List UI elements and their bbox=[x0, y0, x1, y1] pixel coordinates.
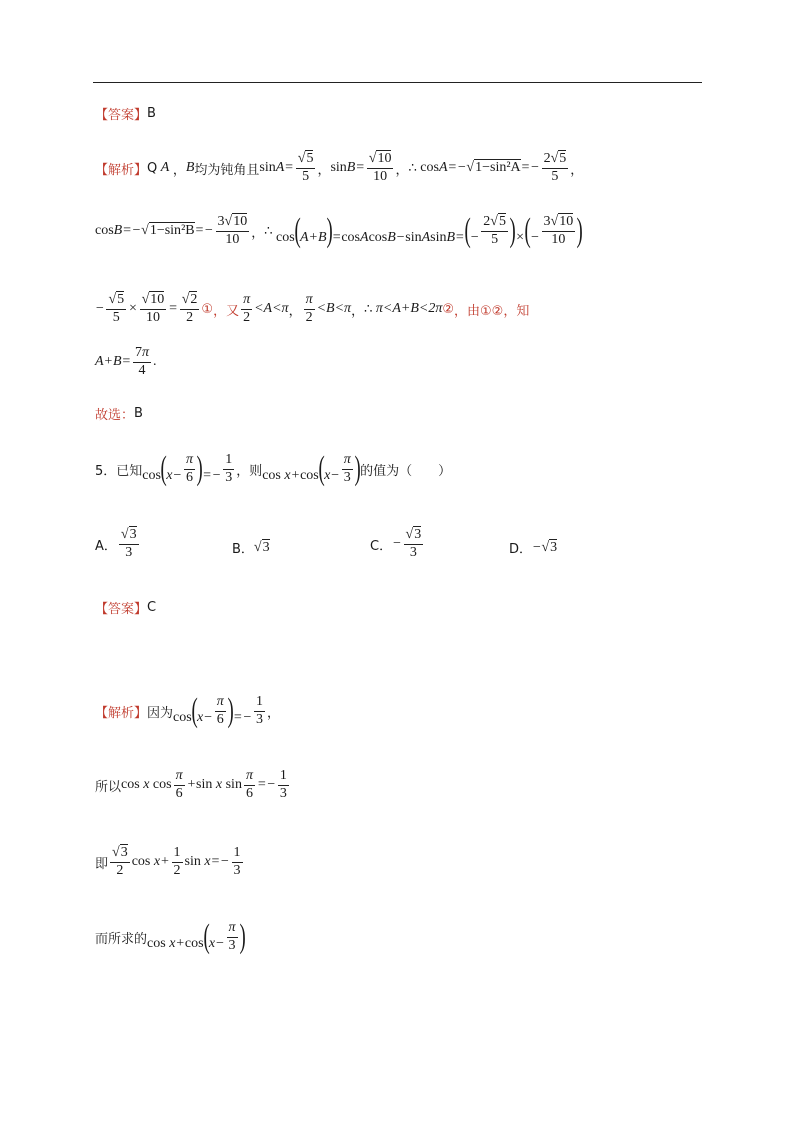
comma: ， bbox=[395, 162, 409, 178]
frac-pi-3: $\frac{\pi}{3}$ bbox=[228, 919, 236, 953]
circle-1: ① bbox=[201, 301, 214, 317]
option-a[interactable] bbox=[95, 528, 141, 560]
comma: ， bbox=[317, 162, 331, 178]
frac-pi-3: $\frac{\pi}{3}$ bbox=[343, 451, 351, 485]
frac-3sqrt10-10: $\frac{3√10}{10}$ bbox=[217, 213, 248, 247]
frac-1-3: $\frac{1}{3}$ bbox=[279, 768, 287, 801]
frac-3sqrt10-10: $\frac{3√10}{10}$ bbox=[543, 213, 574, 247]
frac-sqrt10-10: $\frac{√10}{10}$ bbox=[368, 151, 392, 184]
frac-2sqrt5-5: $\frac{2√5}{5}$ bbox=[483, 213, 506, 247]
choice-line bbox=[95, 404, 143, 423]
frac-pi-6: $\frac{\pi}{6}$ bbox=[175, 768, 183, 801]
therefore: ∴ bbox=[408, 160, 417, 176]
so-text: 所以 bbox=[95, 779, 122, 795]
analysis2-line-2: 所以 cos x cos $\frac{\pi}{6}$ +sin x sin $\frac{\pi}{6}$ =− $\frac{1}{3}$ bbox=[95, 768, 287, 801]
also-text: ，又 bbox=[213, 303, 240, 319]
frac-sqrt3-3: $\frac{√3}{3}$ bbox=[120, 527, 137, 560]
frac-sqrt5-5: $\frac{√5}{5}$ bbox=[297, 151, 314, 184]
because-text: 因为 bbox=[147, 705, 174, 721]
analysis-line-4: A+B= $\frac{7\pi}{4}$ . bbox=[95, 345, 157, 378]
therefore: ∴ bbox=[364, 301, 373, 317]
comma: ， bbox=[351, 303, 365, 319]
frac-2sqrt5-5: $\frac{2√5}{5}$ bbox=[543, 151, 567, 184]
frac-1-2: $\frac{1}{2}$ bbox=[173, 845, 181, 878]
choice-label: 故选： bbox=[95, 408, 135, 423]
frac-pi-6: $\frac{\pi}{6}$ bbox=[185, 451, 193, 485]
sought-text: 而所求的 bbox=[95, 931, 148, 947]
analysis-line-2: cosB=−√1−sin²B=− $\frac{3√10}{10}$ ， ∴ cos(A+B)=cosAcosB−sinAsinB= (− $\frac{2√5}{5}$ )×(− $\frac{3√10}{10}$ ) bbox=[95, 212, 583, 249]
comma: ， bbox=[570, 162, 584, 178]
question-5: 5．已知 cos(x− $\frac{\pi}{6}$ )=− $\frac{1}{3}$ ，则 cos x+cos(x− $\frac{\pi}{3}$ ) 的值为（ ） bbox=[95, 450, 452, 487]
option-c[interactable]: C． − $\frac{√3}{3}$ bbox=[370, 527, 422, 560]
option-letter: C． bbox=[370, 538, 393, 554]
conclude-text: ，由①②，知 bbox=[454, 303, 530, 319]
answer-value: C bbox=[147, 600, 157, 615]
option-b[interactable]: B． √3 bbox=[232, 539, 270, 557]
analysis-label: 【解析】 bbox=[95, 162, 148, 178]
q-symbol: Q bbox=[147, 160, 158, 176]
answer-value: B bbox=[147, 106, 156, 121]
header-rule bbox=[93, 82, 702, 83]
option-letter: A． bbox=[95, 538, 117, 554]
frac-sqrt2-2: $\frac{√2}{2}$ bbox=[181, 292, 198, 325]
frac-pi-2: $\frac{\pi}{2}$ bbox=[243, 292, 251, 325]
answer-line-2 bbox=[95, 598, 156, 617]
then-text: ，则 bbox=[236, 463, 263, 479]
analysis-line-3: − $\frac{√5}{5}$ × $\frac{√10}{10}$ = $\frac{√2}{2}$ ① ，又 $\frac{\pi}{2}$ <A<π ， $\frac{\pi}{2}$ <B<π ， ∴ π<A+B<2π ② ，由①②，知 bbox=[95, 292, 530, 325]
namely-text: 即 bbox=[95, 856, 109, 872]
circle-2: ② bbox=[442, 301, 455, 317]
therefore: ∴ bbox=[264, 223, 273, 239]
frac-sqrt3-2: $\frac{√3}{2}$ bbox=[112, 845, 128, 878]
obtuse-text: 均为钝角且 bbox=[194, 162, 260, 178]
analysis-label: 【解析】 bbox=[95, 705, 148, 721]
frac-1-3: $\frac{1}{3}$ bbox=[225, 451, 233, 485]
analysis2-line-4: 而所求的 cos x+cos(x− $\frac{\pi}{3}$ ) bbox=[95, 918, 246, 955]
frac-1-3: $\frac{1}{3}$ bbox=[255, 693, 263, 727]
frac-pi-6: $\frac{\pi}{6}$ bbox=[216, 693, 224, 727]
answer-line-1 bbox=[95, 104, 156, 123]
option-d[interactable]: D． −√3 bbox=[509, 539, 558, 557]
answer-label: 【答案】 bbox=[95, 602, 148, 617]
answer-label: 【答案】 bbox=[95, 108, 148, 123]
question-number: 5．已知 bbox=[95, 463, 143, 479]
option-letter: B． bbox=[232, 542, 254, 557]
choice-value: B bbox=[134, 406, 143, 421]
frac-pi-6: $\frac{\pi}{6}$ bbox=[245, 768, 253, 801]
frac-sqrt3-3: $\frac{√3}{3}$ bbox=[405, 527, 422, 560]
analysis-line-1: 【解析】 Q A ， B 均为钝角且 sinA= $\frac{√5}{5}$ ， sinB= $\frac{√10}{10}$ ， ∴ cosA=−√1−sin²A=− $\frac{2√5}{5}$ ， bbox=[95, 151, 584, 184]
frac-1-3: $\frac{1}{3}$ bbox=[233, 845, 241, 878]
frac-sqrt5-5: $\frac{√5}{5}$ bbox=[108, 292, 125, 325]
frac-7pi-4: $\frac{7\pi}{4}$ bbox=[135, 345, 150, 378]
comma: ， bbox=[288, 303, 302, 319]
frac-sqrt10-10: $\frac{√10}{10}$ bbox=[141, 292, 165, 325]
analysis2-line-3: 即 $\frac{√3}{2}$ cos x+ $\frac{1}{2}$ sin x=− $\frac{1}{3}$ bbox=[95, 845, 241, 878]
analysis2-line-1: 【解析】 因为 cos(x− $\frac{\pi}{6}$ )=− $\frac{1}{3}$ ， bbox=[95, 692, 280, 729]
frac-pi-2: $\frac{\pi}{2}$ bbox=[305, 292, 313, 325]
value-of-text: 的值为（ ） bbox=[360, 463, 452, 479]
comma: ， bbox=[251, 225, 265, 241]
option-letter: D． bbox=[509, 542, 533, 557]
